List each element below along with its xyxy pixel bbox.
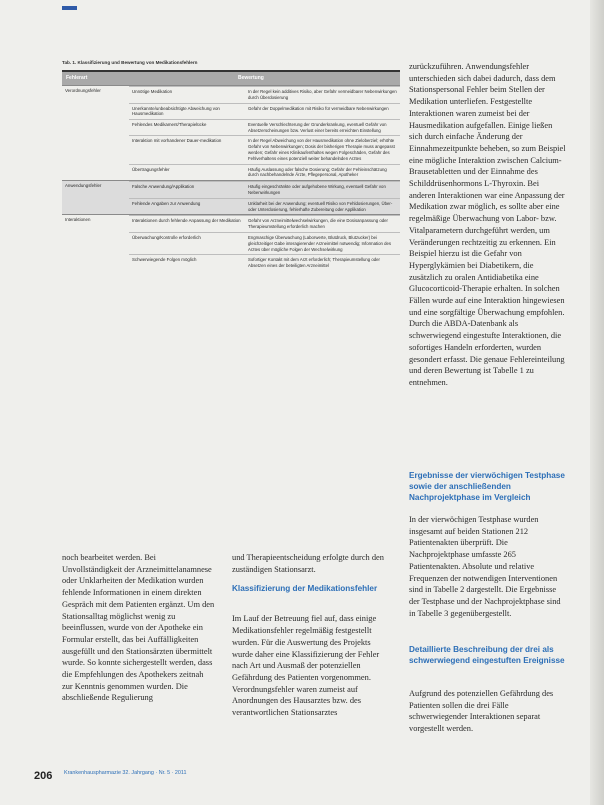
table-row	[129, 164, 400, 181]
section-heading-classification: Klassifizierung der Medikationsfehler	[232, 584, 378, 593]
error-type-cell: Übertragungsfehler	[132, 166, 170, 172]
table-row	[129, 232, 400, 254]
error-type-cell: Falsche Anwendung/Applikation	[132, 184, 195, 190]
evaluation-cell: Sofortiger Kontakt mit dem Arzt erforderlich; Therapieumstellung oder Absetzen eines der beteiligten Arzneimittel	[248, 257, 380, 269]
error-type-cell: Unerkannte/unbeabsichtigte Abweichung von Hausmedikation	[132, 105, 220, 117]
right-paragraph-1: zurückzuführen. Anwendungsfehler unterschieden sich dabei dadurch, dass dem Stationspersonal Fehler beim Stellen der Medikation unterliefen. Festgestellte Interaktionen waren zumeist bei der Hausmedikation aufgefallen. Einige ließen sich durch einfache Änderung der Einnahmezeitpunkte beheben, so zum Beispiel eine mögliche Interaktion zwischen Calcium-Brausetabletten und der Einnahme des Schilddrüsenhormons L-Thyroxin. Bei anderen Interaktionen war eine Anpassung der Medikation zwar möglich, es sollte aber eine regelmäßige Überwachung von Labor- bzw. Vitalparametern durchgeführt werden, um Veränderungen rechtzeitig zu erkennen. Ein Beispiel hierzu ist die Gefahr von Hyperglykämien bei Diabetikern, die zusätzlich zu oralen Antidiabetika eine Glucocorticoid-Therapie erhalten. In solchen Fällen wurde auf eine Interaktion hingewiesen und eine sorgfältige Überwachung empfohlen. Durch die ABDA-Datenbank als schwerwiegend eingestufte Interaktionen, die sofortiges Handeln erforderten, wurden gesondert erfasst. Die genaue Fehlereinteilung und deren Bewertung ist Tabelle 1 zu entnehmen.	[409, 62, 566, 387]
section-heading-details: Detaillierte Beschreibung der drei als schwerwiegend eingestuften Ereignisse	[409, 645, 565, 665]
group-label: Interaktionen	[65, 217, 91, 223]
right-paragraph-2: In der vierwöchigen Testphase wurden insgesamt auf beiden Stationen 212 Patientenakten überprüft. Die Nachprojektphase umfasste 265 Patientenakten. Absolute und relative Frequenzen der notwendigen Interventionen sind in Tabelle 2 dargestellt. Die Ergebnisse der Testphase und der Nachprojektphase sind in Tabelle 3 gegenübergestellt.	[409, 515, 561, 618]
table-group	[62, 180, 400, 214]
evaluation-cell: Gefahr der Doppelmedikation mit Risiko für vermeidbare Nebenwirkungen	[248, 105, 389, 111]
evaluation-cell: Engmaschige Überwachung (Laborwerte, Blutdruck, Blutzucker) bei gleichzeitiger Gabe interagierender Arzneimittel notwendig; Information des Arztes über mögliche Folgen der Wechselwirkung	[248, 234, 392, 252]
table-row	[129, 86, 400, 103]
table-row	[129, 103, 400, 119]
group-label: Anwendungsfehler	[65, 183, 102, 189]
evaluation-cell: Unklarheit bei der Anwendung; eventuell Risiko von Fehldosierungen, Über- oder Unterdosierung, fehlerhafte Zubereitung oder Applikation	[248, 200, 393, 212]
error-type-cell: Interaktionen durch fehlende Anpassung der Medikation	[132, 218, 241, 224]
table-row	[129, 119, 400, 136]
page-number: 206	[34, 770, 53, 782]
evaluation-cell: In der Regel kein additives Risiko, aber Gefahr vermeidbarer Nebenwirkungen durch Überdosierung	[248, 89, 397, 100]
error-type-cell: Überwachung/Kontrolle erforderlich	[132, 234, 201, 240]
page-edge-shadow	[590, 0, 604, 805]
evaluation-cell: Gefahr von Arzneimittelwechselwirkungen, die eine Dosisanpassung oder Therapieumstellung erforderlich machen	[248, 218, 388, 230]
table-header	[62, 70, 400, 85]
table-row	[129, 254, 400, 271]
header-evaluation: Bewertung	[237, 75, 264, 81]
error-type-cell: Interaktion mit vorhandener Dauer-medikation	[132, 138, 222, 144]
table-row	[129, 135, 400, 163]
table-group	[62, 214, 400, 271]
journal-source: Krankenhauspharmazie 32. Jahrgang · Nr. 5 · 2011	[64, 770, 187, 776]
table-body	[62, 85, 400, 271]
evaluation-cell: In der Regel Abweichung von der Hausmedikation ohne Zieloberziel; erhöhte Gefahr von Nebenwirkungen; Dosis der bisherigen Therapie muss angepasst werden; Gefahr eines Klinikaufenthaltes wegen Folgeschäden, Gefahr des Fehlverhaltens eines potenziell weiter behandelnden Arztes	[248, 138, 395, 161]
body-text-column-middle	[232, 552, 384, 719]
middle-paragraph-1: und Therapieentscheidung erfolgte durch den zuständigen Stationsarzt.	[232, 553, 384, 574]
evaluation-cell: Häufig Auslassung oder falsche Dosierung; Gefahr der Fehleinschätzung durch nachbehandelnde Ärzte, Pflegepersonal, Apotheker	[248, 166, 387, 178]
classification-table	[62, 70, 400, 271]
error-type-cell: Fehlendes Medikament/Therapielücke	[132, 121, 207, 127]
table-group	[62, 85, 400, 180]
error-type-cell: Schwerwiegende Folgen möglich	[132, 257, 197, 263]
body-text-column-left: noch bearbeitet werden. Bei Unvollständigkeit der Arzneimittelanamnese oder Unklarheiten der Medikation wurden fehlende Informationen in einem direkten Gespräch mit dem Patienten ergänzt. Um den Stationsalltag möglichst wenig zu beeinflussen, wurde von der Apotheke ein Formular erstellt, das bei Auffälligkeiten ausgefüllt und den Stationsärzten übermittelt wurde. So konnte sichergestellt werden, dass die Empfehlungen des Apothekers zeitnah zur Kenntnis genommen wurden. Die abschließende Regulierung	[62, 553, 215, 703]
error-type-cell: Unnötige Medikation	[132, 89, 173, 94]
error-type-cell: Fehlende Angaben zur Anwendung	[132, 200, 201, 206]
middle-paragraph-2: Im Lauf der Betreuung fiel auf, dass einige Medikationsfehler regelmäßig festgestellt wurden. Für die Auswertung des Projekts wurde daher eine Klassifizierung der Fehler nach Art und Ausmaß der potenziellen Gefährdung des Patienten vorgenommen. Verordnungsfehler waren zumeist auf Anordnungen des Hausarztes bzw. des verantwortlichen Stationsarztes	[232, 614, 380, 718]
header-accent-mark	[62, 6, 77, 10]
section-heading-results: Ergebnisse der vierwöchigen Testphase sowie der anschließenden Nachprojektphase im Vergleich	[409, 471, 565, 502]
table-row	[129, 215, 400, 232]
table-row	[129, 181, 400, 198]
table-caption: Tab. 1. Klassifizierung und Bewertung von Medikationsfehlern	[62, 60, 198, 65]
evaluation-cell: Eventuelle Verschlechterung der Grunderkrankung, eventuell Gefahr von Absetzerscheinungen bzw. Verlust einer bereits erreichten Einstellung	[248, 121, 387, 133]
group-label: Verordnungsfehler	[65, 88, 101, 93]
header-error-type: Fehlerart	[66, 75, 88, 81]
table-row	[129, 198, 400, 215]
body-text-column-right	[409, 61, 567, 389]
evaluation-cell: Häufig eingeschränkte oder aufgehobene Wirkung, eventuell Gefahr von Nebenwirkungen	[248, 184, 386, 195]
right-paragraph-3: Aufgrund des potenziellen Gefährdung des Patienten sollen die drei Fälle schwerwiegender Interaktionen separat vorgestellt werden.	[409, 689, 554, 734]
